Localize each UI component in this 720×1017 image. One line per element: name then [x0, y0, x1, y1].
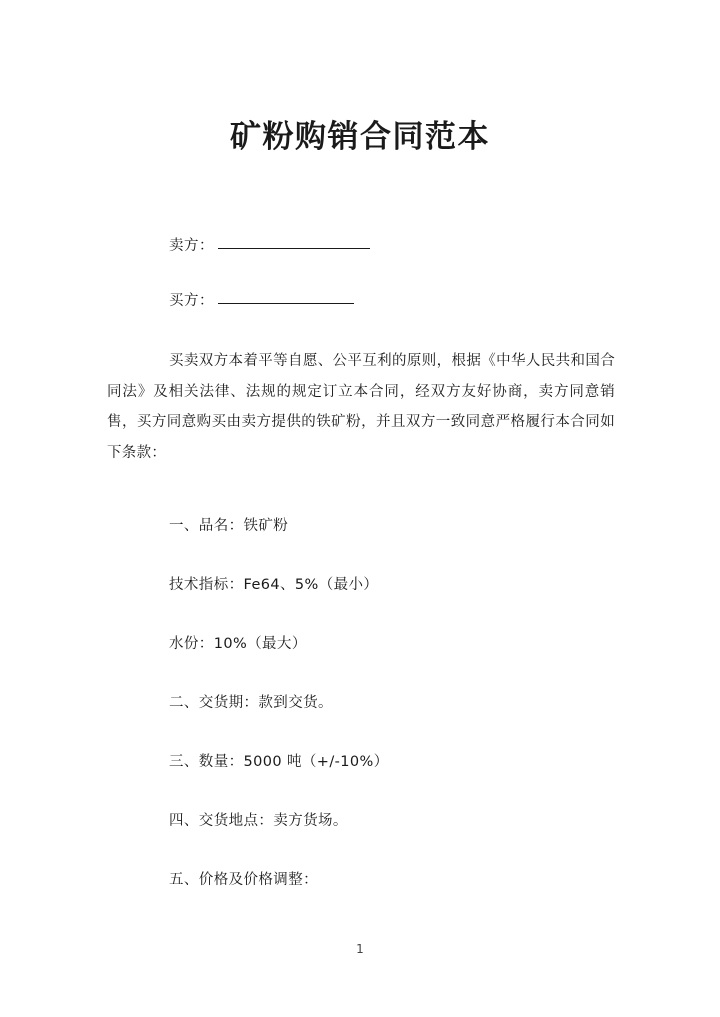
seller-label: 卖方：	[169, 238, 214, 254]
clause-item-moisture: 水份：10%（最大）	[169, 636, 307, 652]
clause-item-technical-spec: 技术指标：Fe64、5%（最小）	[169, 577, 379, 593]
preamble-paragraph: 买卖双方本着平等自愿、公平互利的原则，根据《中华人民共和国合同法》及相关法律、法规的规定订立本合同，经双方友好协商，卖方同意销售，买方同意购买由卖方提供的铁矿粉，并且双方一致同意严格履行本合同如下条款：	[107, 353, 615, 461]
buyer-line	[169, 291, 615, 311]
buyer-label: 买方：	[169, 293, 214, 309]
clause-item-price-adjustment: 五、价格及价格调整：	[169, 872, 318, 888]
clause-item-product-name: 一、品名：铁矿粉	[169, 518, 289, 534]
page-title: 矿粉购销合同范本	[230, 118, 490, 155]
clause-list	[107, 516, 615, 890]
clause-item-quantity: 三、数量：5000 吨（+/-10%）	[169, 754, 389, 770]
document-body	[107, 236, 615, 890]
page-number: 1	[356, 942, 364, 956]
clause-item-delivery-period: 二、交货期：款到交货。	[169, 695, 333, 711]
seller-line	[169, 236, 615, 256]
clause-item-delivery-location: 四、交货地点：卖方货场。	[169, 813, 348, 829]
seller-fill-in-rule[interactable]	[218, 248, 370, 249]
buyer-fill-in-rule[interactable]	[218, 303, 354, 304]
